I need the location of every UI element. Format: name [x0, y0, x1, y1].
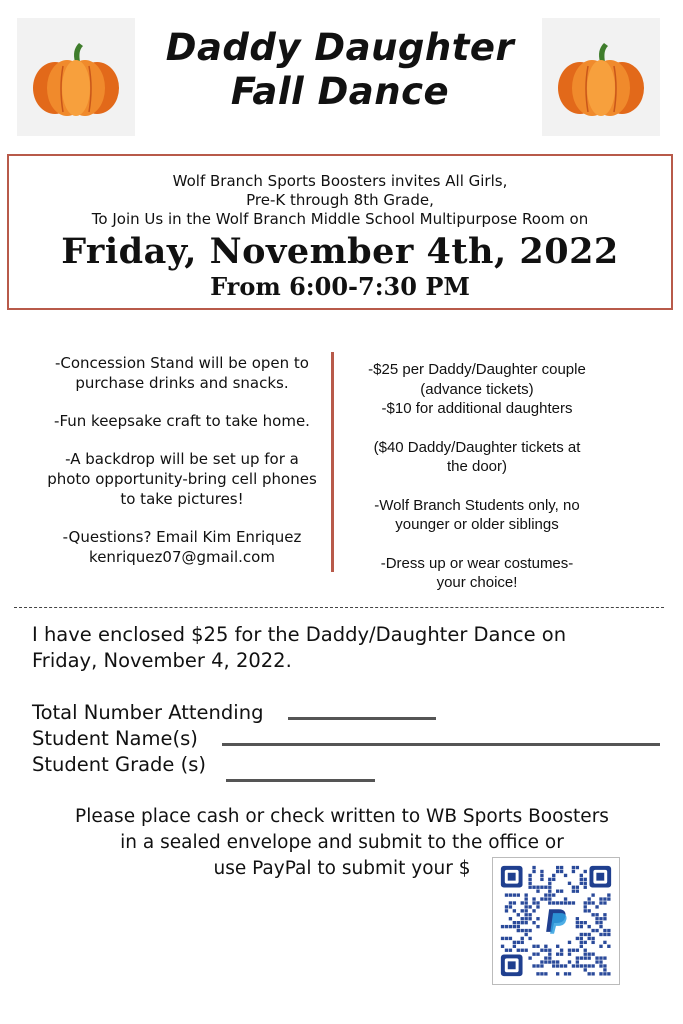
qr-module — [588, 953, 591, 956]
qr-module — [599, 964, 602, 967]
qr-module — [588, 964, 591, 967]
title-line-1: Daddy Daughter — [165, 26, 515, 69]
qr-module — [599, 897, 602, 900]
dress-up-line-2: your choice! — [436, 574, 518, 591]
qr-module — [536, 925, 539, 928]
qr-module — [509, 905, 512, 908]
qr-module — [603, 897, 606, 900]
pricing-column — [343, 360, 611, 593]
qr-module — [544, 945, 547, 948]
price-couple: -$25 per Daddy/Daughter couple — [368, 361, 586, 378]
qr-module — [603, 901, 606, 904]
qr-module — [588, 897, 591, 900]
qr-module — [584, 905, 587, 908]
student-name-field[interactable] — [222, 743, 660, 746]
qr-module — [595, 929, 598, 932]
qr-module — [521, 901, 524, 904]
qr-module — [591, 941, 594, 944]
qr-module — [528, 874, 531, 877]
qr-module — [599, 933, 602, 936]
qr-module — [576, 921, 579, 924]
qr-module — [540, 964, 543, 967]
qr-module — [548, 960, 551, 963]
qr-module — [580, 925, 583, 928]
qr-module — [536, 953, 539, 956]
qr-module — [525, 901, 528, 904]
qr-module — [556, 866, 559, 869]
qr-module — [580, 941, 583, 944]
qr-module — [540, 878, 543, 881]
qr-module — [513, 921, 516, 924]
qr-module — [544, 949, 547, 952]
qr-module — [595, 960, 598, 963]
qr-module — [544, 886, 547, 889]
qr-module — [599, 901, 602, 904]
qr-module — [501, 937, 504, 940]
qr-module — [525, 897, 528, 900]
qr-module — [525, 893, 528, 896]
qr-module — [576, 964, 579, 967]
questions-note — [40, 527, 324, 567]
qr-module — [525, 917, 528, 920]
qr-module — [505, 949, 508, 952]
price-advance: (advance tickets) — [420, 380, 534, 398]
qr-module — [591, 893, 594, 896]
qr-module — [509, 901, 512, 904]
qr-module — [513, 893, 516, 896]
qr-module — [513, 925, 516, 928]
qr-module — [544, 972, 547, 975]
qr-module — [532, 897, 535, 900]
qr-module — [595, 921, 598, 924]
qr-module — [560, 866, 563, 869]
instructions-line-1: Please place cash or check written to WB Sports Boosters — [75, 806, 609, 827]
qr-module — [509, 917, 512, 920]
qr-module — [536, 901, 539, 904]
event-details-column — [40, 353, 324, 585]
qr-module — [591, 953, 594, 956]
qr-module — [568, 949, 571, 952]
title-line-2: Fall Dance — [230, 70, 450, 113]
qr-module — [517, 941, 520, 944]
qr-module — [576, 949, 579, 952]
qr-module — [595, 956, 598, 959]
qr-module — [528, 929, 531, 932]
qr-module — [544, 960, 547, 963]
qr-module — [588, 901, 591, 904]
qr-module — [584, 949, 587, 952]
price-additional: -$10 for additional daughters — [381, 400, 573, 417]
qr-module — [521, 937, 524, 940]
qr-module — [548, 890, 551, 893]
qr-module — [552, 874, 555, 877]
qr-module — [580, 882, 583, 885]
enclosed-statement-line-2: Friday, November 4, 2022. — [32, 649, 292, 672]
qr-module — [548, 893, 551, 896]
qr-module — [564, 972, 567, 975]
qr-module — [540, 870, 543, 873]
qr-module — [599, 956, 602, 959]
qr-module — [584, 941, 587, 944]
qr-module — [521, 929, 524, 932]
qr-module — [548, 949, 551, 952]
qr-module — [556, 972, 559, 975]
qr-module — [536, 972, 539, 975]
qr-module — [584, 909, 587, 912]
qr-module — [540, 949, 543, 952]
qr-module — [588, 956, 591, 959]
qr-module — [536, 890, 539, 893]
qr-module — [505, 937, 508, 940]
qr-module — [580, 937, 583, 940]
qr-module — [536, 917, 539, 920]
concession-note — [40, 353, 324, 393]
qr-module — [588, 925, 591, 928]
qr-module — [532, 870, 535, 873]
qr-module — [584, 886, 587, 889]
qr-module — [568, 953, 571, 956]
qr-module — [576, 937, 579, 940]
qr-module — [599, 960, 602, 963]
qr-module — [584, 878, 587, 881]
qr-module — [556, 890, 559, 893]
qr-module — [552, 960, 555, 963]
qr-module — [572, 866, 575, 869]
qr-module — [540, 874, 543, 877]
qr-module — [540, 886, 543, 889]
qr-module — [572, 964, 575, 967]
door-price-line-1: ($40 Daddy/Daughter tickets at — [373, 438, 581, 456]
pumpkin-icon — [542, 18, 660, 136]
qr-module — [591, 913, 594, 916]
qr-module — [584, 870, 587, 873]
qr-module — [556, 964, 559, 967]
student-name-label: Student Name(s) — [32, 727, 198, 750]
qr-module — [548, 886, 551, 889]
qr-module — [532, 953, 535, 956]
event-date: Friday, November 4th, 2022 — [61, 231, 619, 272]
qr-module — [532, 886, 535, 889]
qr-module — [513, 909, 516, 912]
qr-code-icon — [493, 858, 619, 984]
qr-module — [560, 890, 563, 893]
qr-module — [580, 956, 583, 959]
qr-module — [548, 901, 551, 904]
qr-module — [521, 941, 524, 944]
qr-module — [536, 905, 539, 908]
qr-module — [591, 972, 594, 975]
qr-module — [540, 897, 543, 900]
qr-module — [528, 882, 531, 885]
qr-module — [584, 956, 587, 959]
concession-line-2: purchase drinks and snacks. — [75, 374, 289, 392]
door-price-line-2: the door) — [446, 458, 508, 475]
qr-module — [584, 921, 587, 924]
qr-module — [528, 956, 531, 959]
qr-module — [603, 964, 606, 967]
qr-module — [560, 870, 563, 873]
qr-module — [568, 882, 571, 885]
qr-module — [572, 870, 575, 873]
qr-module — [588, 933, 591, 936]
qr-module — [525, 905, 528, 908]
qr-module — [544, 893, 547, 896]
qr-module — [591, 929, 594, 932]
qr-module — [588, 972, 591, 975]
qr-module — [591, 964, 594, 967]
invite-line-3: To Join Us in the Wolf Branch Middle School Multipurpose Room on — [91, 210, 589, 228]
qr-module — [607, 933, 610, 936]
backdrop-line-3: to take pictures! — [120, 490, 244, 508]
qr-module — [603, 933, 606, 936]
qr-module — [517, 929, 520, 932]
qr-module — [564, 901, 567, 904]
qr-module — [505, 905, 508, 908]
qr-module — [552, 878, 555, 881]
qr-module — [595, 913, 598, 916]
qr-module — [576, 925, 579, 928]
concession-line-1: -Concession Stand will be open to — [54, 354, 309, 372]
qr-module — [580, 945, 583, 948]
qr-module — [540, 960, 543, 963]
qr-module — [564, 964, 567, 967]
qr-module — [603, 941, 606, 944]
student-grade-label: Student Grade (s) — [32, 753, 206, 776]
qr-module — [552, 893, 555, 896]
qr-module — [552, 964, 555, 967]
pumpkin-icon — [17, 18, 135, 136]
backdrop-line-1: -A backdrop will be set up for a — [65, 450, 299, 468]
qr-module — [580, 933, 583, 936]
qr-module — [603, 913, 606, 916]
qr-module — [603, 968, 606, 971]
qr-module — [580, 874, 583, 877]
qr-module — [517, 925, 520, 928]
total-attending-label: Total Number Attending — [32, 701, 264, 724]
invitation-box — [7, 154, 673, 310]
qr-module — [607, 929, 610, 932]
qr-module — [544, 956, 547, 959]
contact-email: kenriquez07@gmail.com — [89, 548, 275, 566]
qr-module — [513, 901, 516, 904]
backdrop-note — [40, 449, 324, 509]
qr-module — [521, 909, 524, 912]
qr-module — [576, 866, 579, 869]
invite-line-1: Wolf Branch Sports Boosters invites All Girls, — [172, 172, 508, 190]
backdrop-line-2: photo opportunity-bring cell phones — [47, 470, 317, 488]
qr-module — [584, 964, 587, 967]
qr-module — [505, 925, 508, 928]
qr-module — [517, 921, 520, 924]
event-time: From 6:00-7:30 PM — [210, 272, 470, 301]
qr-module — [528, 917, 531, 920]
qr-module — [580, 964, 583, 967]
qr-module — [528, 937, 531, 940]
qr-module — [525, 929, 528, 932]
qr-module — [607, 893, 610, 896]
qr-module — [528, 905, 531, 908]
qr-module — [580, 921, 583, 924]
qr-module — [548, 878, 551, 881]
qr-module — [532, 909, 535, 912]
questions-line: -Questions? Email Kim Enriquez — [62, 528, 302, 546]
qr-module — [532, 866, 535, 869]
cut-line — [14, 607, 664, 608]
qr-module — [599, 945, 602, 948]
qr-module — [576, 890, 579, 893]
qr-module — [588, 909, 591, 912]
qr-module — [607, 972, 610, 975]
qr-module — [528, 913, 531, 916]
qr-module — [576, 886, 579, 889]
students-only-line-1: -Wolf Branch Students only, no — [374, 496, 580, 514]
student-grade-field[interactable] — [226, 779, 375, 782]
qr-module — [568, 901, 571, 904]
qr-module — [584, 968, 587, 971]
qr-module — [584, 933, 587, 936]
qr-module — [572, 949, 575, 952]
qr-module — [584, 901, 587, 904]
qr-module — [517, 913, 520, 916]
qr-module — [536, 886, 539, 889]
qr-module — [532, 945, 535, 948]
qr-module — [528, 886, 531, 889]
qr-module — [568, 960, 571, 963]
qr-module — [544, 897, 547, 900]
qr-module — [556, 960, 559, 963]
qr-module — [599, 925, 602, 928]
paypal-qr-code[interactable] — [492, 857, 620, 985]
qr-module — [560, 953, 563, 956]
qr-module — [525, 909, 528, 912]
qr-module — [556, 870, 559, 873]
qr-module — [532, 921, 535, 924]
qr-module — [560, 964, 563, 967]
qr-module — [509, 937, 512, 940]
qr-module — [528, 878, 531, 881]
craft-line: -Fun keepsake craft to take home. — [54, 412, 310, 430]
qr-module — [595, 917, 598, 920]
qr-module — [525, 933, 528, 936]
qr-module — [525, 949, 528, 952]
qr-module — [584, 953, 587, 956]
qr-module — [560, 901, 563, 904]
qr-module — [595, 905, 598, 908]
qr-module — [556, 945, 559, 948]
instructions-line-2: in a sealed envelope and submit to the office or — [120, 832, 564, 853]
qr-module — [560, 949, 563, 952]
qr-module — [599, 972, 602, 975]
qr-module — [603, 972, 606, 975]
qr-module — [505, 893, 508, 896]
qr-module — [501, 925, 504, 928]
qr-module — [548, 956, 551, 959]
dress-up-line-1: -Dress up or wear costumes- — [380, 554, 574, 572]
qr-module — [501, 945, 504, 948]
qr-module — [599, 921, 602, 924]
qr-module — [525, 913, 528, 916]
qr-module — [607, 945, 610, 948]
qr-module — [576, 956, 579, 959]
qr-module — [552, 901, 555, 904]
qr-module — [576, 917, 579, 920]
qr-module — [588, 937, 591, 940]
qr-module — [509, 949, 512, 952]
qr-module — [517, 949, 520, 952]
qr-module — [532, 964, 535, 967]
qr-module — [591, 901, 594, 904]
total-attending-field[interactable] — [288, 717, 436, 720]
enclosed-statement-line-1: I have enclosed $25 for the Daddy/Daughter Dance on — [32, 623, 567, 646]
qr-module — [548, 882, 551, 885]
qr-module — [568, 941, 571, 944]
qr-module — [521, 949, 524, 952]
invite-line-2: Pre-K through 8th Grade, — [246, 191, 434, 209]
qr-module — [572, 886, 575, 889]
pumpkin-image-left — [17, 18, 135, 136]
qr-module — [509, 893, 512, 896]
qr-module — [564, 897, 567, 900]
qr-module — [532, 901, 535, 904]
students-only-line-2: younger or older siblings — [395, 516, 559, 533]
qr-module — [509, 925, 512, 928]
qr-module — [603, 956, 606, 959]
qr-module — [505, 909, 508, 912]
qr-module — [536, 964, 539, 967]
qr-module — [556, 901, 559, 904]
column-divider — [331, 352, 334, 572]
qr-module — [548, 953, 551, 956]
qr-module — [513, 941, 516, 944]
qr-module — [564, 874, 567, 877]
qr-module — [584, 882, 587, 885]
qr-module — [521, 917, 524, 920]
page-title — [140, 26, 540, 114]
qr-module — [572, 901, 575, 904]
qr-module — [568, 972, 571, 975]
pumpkin-image-right — [542, 18, 660, 136]
qr-module — [525, 921, 528, 924]
qr-module — [576, 960, 579, 963]
qr-module — [517, 893, 520, 896]
qr-module — [603, 917, 606, 920]
qr-module — [548, 897, 551, 900]
qr-module — [599, 917, 602, 920]
qr-module — [591, 937, 594, 940]
qr-module — [521, 921, 524, 924]
qr-module — [536, 945, 539, 948]
qr-module — [556, 953, 559, 956]
qr-module — [540, 972, 543, 975]
qr-module — [603, 929, 606, 932]
qr-module — [513, 945, 516, 948]
qr-module — [580, 878, 583, 881]
craft-note — [40, 411, 324, 431]
qr-module — [607, 897, 610, 900]
instructions-line-3: use PayPal to submit your $ — [213, 858, 471, 879]
qr-module — [572, 890, 575, 893]
